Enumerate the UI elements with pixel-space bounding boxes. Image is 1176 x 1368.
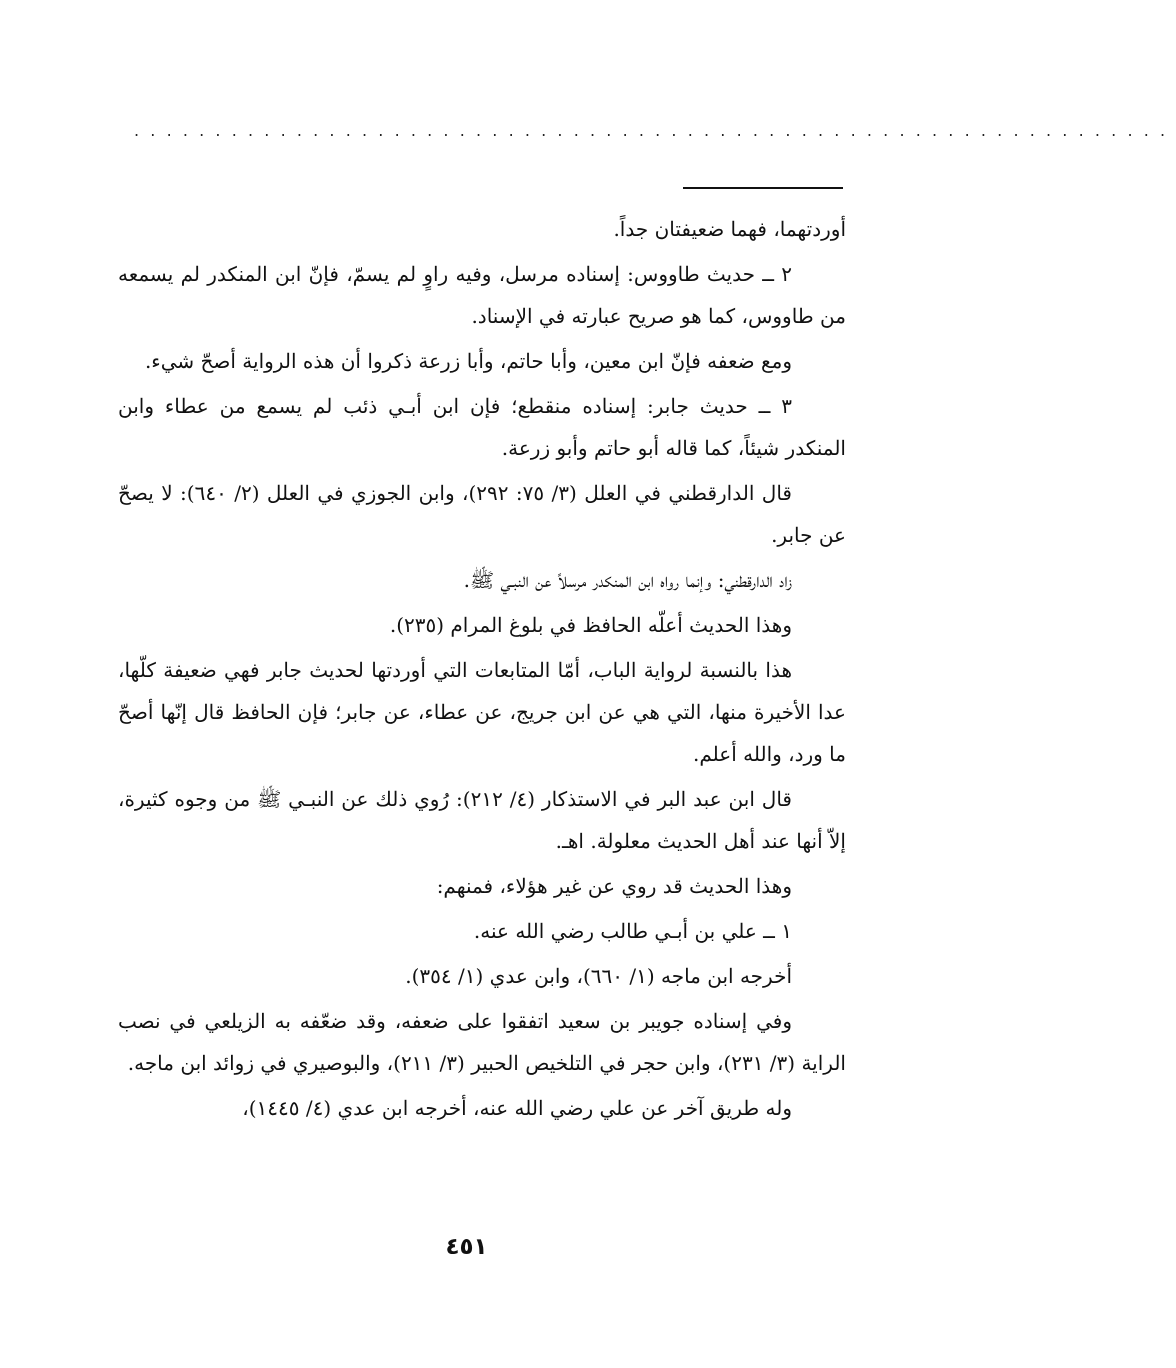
paragraph-2: ٢ ــ حديث طاووس: إسناده مرسل، وفيه راوٍ لم يسمّ، فإنّ ابن المنكدر لم يسمعه من طاووس، كما هو صريح عبارته في الإسناد. [118, 262, 846, 328]
page-body [118, 208, 846, 1132]
paragraph-14: وله طريق آخر عن علي رضي الله عنه، أخرجه ابن عدي (٤/ ١٤٤٥)، [242, 1096, 792, 1120]
paragraph-11: ١ ــ علي بن أبـي طالب رضي الله عنه. [473, 919, 792, 943]
paragraph-3: ومع ضعفه فإنّ ابن معين، وأبا حاتم، وأبا زرعة ذكروا أن هذه الرواية أصحّ شيء. [144, 349, 792, 373]
dotted-separator: ................................................................ [134, 121, 1176, 140]
paragraph-4: ٣ ــ حديث جابر: إسناده منقطع؛ فإن ابن أبـي ذئب لم يسمع من عطاء وابن المنكدر شيئاً، كما قاله أبو حاتم وأبو زرعة. [118, 394, 846, 460]
paragraph-10: وهذا الحديث قد روي عن غير هؤلاء، فمنهم: [436, 874, 792, 898]
paragraph-1: أوردتهما، فهما ضعيفتان جداً. [613, 217, 846, 241]
paragraph-13: وفي إسناده جويبر بن سعيد اتفقوا على ضعفه، وقد ضعّفه به الزيلعي في نصب الراية (٣/ ٢٣١)، وابن حجر في التلخيص الحبير (٣/ ٢١١)، والبوصيري في زوائد ابن ماجه. [118, 1009, 846, 1075]
paragraph-5: قال الدارقطني في العلل (٣/ ٧٥: ٢٩٢)، وابن الجوزي في العلل (٢/ ٦٤٠): لا يصحّ عن جابر. [118, 481, 846, 547]
footnote-rule [683, 187, 843, 189]
paragraph-6: زاد الدارقطني: وإنما رواه ابن المنكدر مرسلاً عن النبـي ﷺ. [463, 568, 792, 592]
page-number: ٤٥١ [445, 1234, 488, 1260]
paragraph-7: وهذا الحديث أعلّه الحافظ في بلوغ المرام (٢٣٥). [389, 613, 792, 637]
paragraph-9: قال ابن عبد البر في الاستذكار (٤/ ٢١٢): رُوي ذلك عن النبـي ﷺ من وجوه كثيرة، إلاّ أنها عند أهل الحديث معلولة. اهـ. [118, 787, 846, 853]
paragraph-12: أخرجه ابن ماجه (١/ ٦٦٠)، وابن عدي (١/ ٣٥٤). [405, 964, 792, 988]
paragraph-8: هذا بالنسبة لرواية الباب، أمّا المتابعات التي أوردتها لحديث جابر فهي ضعيفة كلّها، عدا الأخيرة منها، التي هي عن ابن جريج، عن عطاء، عن جابر؛ فإن الحافظ قال إنّها أصحّ ما ورد، والله أعلم. [118, 658, 846, 766]
